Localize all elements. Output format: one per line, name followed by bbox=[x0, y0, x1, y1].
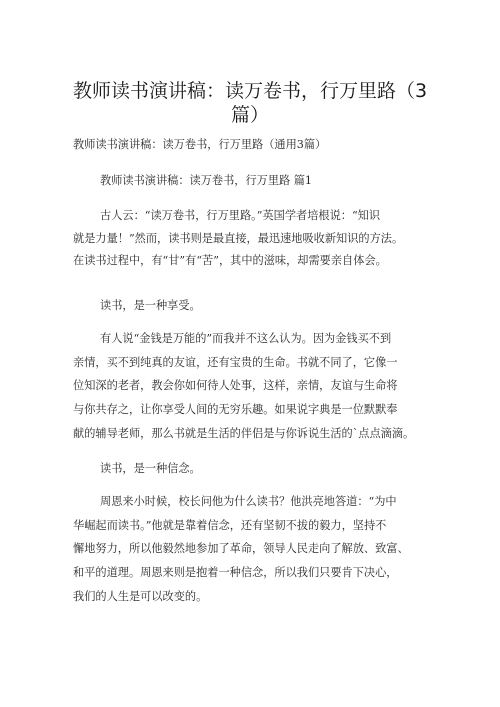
paragraph-line: 位知深的老者，教会你如何待人处事，这样，亲情，友谊与生命将 bbox=[73, 379, 398, 393]
document-subtitle: 教师读书演讲稿：读万卷书，行万里路（通用3篇） bbox=[73, 138, 327, 151]
paragraph-line: 懈地努力，所以他毅然地参加了革命，领导人民走向了解放、致富、 bbox=[73, 542, 409, 556]
section-title: 教师读书演讲稿：读万卷书，行万里路 篇1 bbox=[100, 174, 313, 187]
paragraph-line: 有人说“金钱是万能的”而我并不这么认为。因为金钱买不到 bbox=[100, 332, 392, 345]
paragraph-line: 我们的人生是可以改变的。 bbox=[73, 589, 208, 603]
paragraph-line: 献的辅导老师，那么书就是生活的伴侣是与你诉说生活的`点点滴滴。 bbox=[73, 426, 415, 440]
paragraph-line: 周恩来小时候，校长问他为什么读书？他洪亮地答道：“为中 bbox=[100, 495, 397, 508]
paragraph-line: 古人云：“读万卷书，行万里路。”英国学者培根说：“知识 bbox=[100, 209, 381, 222]
paragraph-line: 和平的道理。周恩来则是抱着一种信念，所以我们只要肯下决心， bbox=[73, 566, 398, 580]
paragraph-line: 亲情，买不到纯真的友谊，还有宝贵的生命。书就不同了，它像一 bbox=[73, 355, 398, 369]
paragraph-line: 读书，是一种信念。 bbox=[100, 462, 201, 475]
paragraph-line: 华崛起而读书。”他就是靠着信念，还有坚韧不拔的毅力，坚持不 bbox=[73, 518, 387, 532]
paragraph-quote bbox=[73, 208, 433, 276]
paragraph-enjoyment-heading bbox=[73, 298, 433, 321]
paragraph-line: 与你共存之，让你享受人间的无穷乐趣。如果说字典是一位默默奉 bbox=[73, 403, 398, 417]
paragraph-enjoyment bbox=[73, 331, 433, 449]
paragraph-belief-heading bbox=[73, 461, 433, 484]
paragraph-belief bbox=[73, 494, 433, 612]
paragraph-line: 读书，是一种享受。 bbox=[100, 299, 201, 312]
paragraph-line: 在读书过程中，有“甘”有“苦”，其中的滋味，却需要亲自体会。 bbox=[73, 254, 387, 267]
document-title: 教师读书演讲稿：读万卷书，行万里路（3篇） bbox=[72, 80, 428, 126]
paragraph-line: 就是力量！”然而，读书则是最直接，最迅速地吸收新知识的方法。 bbox=[73, 231, 404, 245]
